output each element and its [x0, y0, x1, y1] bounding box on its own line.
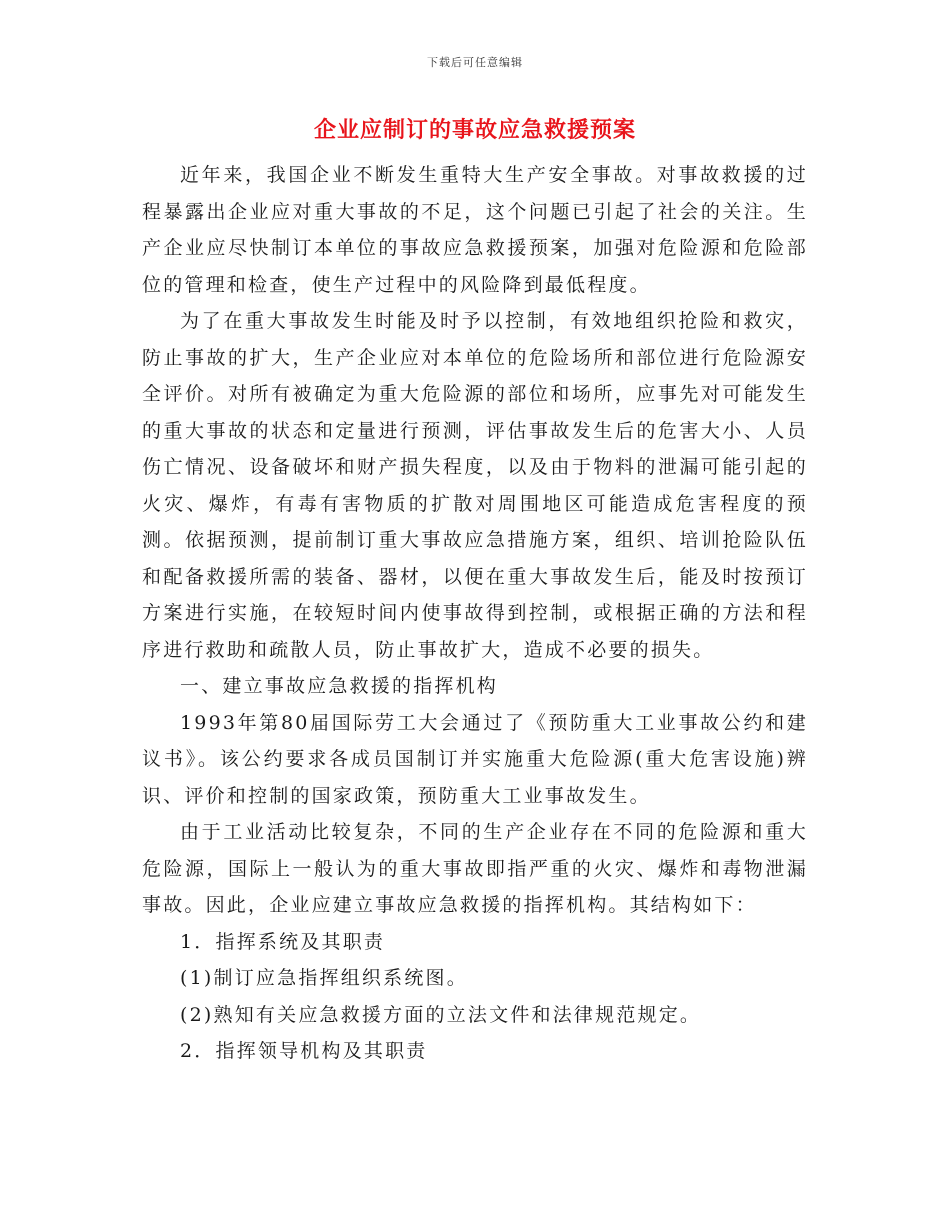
paragraph-convention: 1993年第80届国际劳工大会通过了《预防重大工业事故公约和建议书》。该公约要求各成员国制订并实施重大危险源(重大危害设施)辨识、评价和控制的国家政策，预防重大工业事故发生。: [142, 711, 808, 807]
list-item: 2．指挥领导机构及其职责: [180, 1040, 428, 1062]
paragraph-control: 为了在重大事故发生时能及时予以控制，有效地组织抢险和救灾，防止事故的扩大，生产企业应对本单位的危险场所和部位进行危险源安全评价。对所有被确定为重大危险源的部位和场所，应事先对可能发生的重大事故的状态和定量进行预测，评估事故发生后的危害大小、人员伤亡情况、设备破坏和财产损失程度，以及由于物料的泄漏可能引起的火灾、爆炸，有毒有害物质的扩散对周围地区可能造成危害程度的预测。依据预测，提前制订重大事故应急措施方案，组织、培训抢险队伍和配备救援所需的装备、器材，以便在重大事故发生后，能及时按预订方案进行实施，在较短时间内使事故得到控制，或根据正确的方法和程序进行救助和疏散人员，防止事故扩大，造成不必要的损失。: [142, 310, 808, 661]
document-body: [142, 157, 808, 1070]
paragraph-intro: 近年来，我国企业不断发生重特大生产安全事故。对事故救援的过程暴露出企业应对重大事故的不足，这个问题已引起了社会的关注。生产企业应尽快制订本单位的事故应急救援预案，加强对危险源和危险部位的管理和检查，使生产过程中的风险降到最低程度。: [142, 164, 808, 296]
list-item: (2)熟知有关应急救援方面的立法文件和法律规范规定。: [180, 1003, 702, 1026]
header-note: 下载后可任意编辑: [427, 56, 523, 69]
list-item: 1．指挥系统及其职责: [180, 930, 386, 953]
document-title: 企业应制订的事故应急救援预案: [313, 118, 636, 143]
list-item: (1)制订应急指挥组织系统图。: [180, 967, 468, 989]
paragraph-structure: 由于工业活动比较复杂，不同的生产企业存在不同的危险源和重大危险源，国际上一般认为的重大事故即指严重的火灾、爆炸和毒物泄漏事故。因此，企业应建立事故应急救援的指挥机构。其结构如下：: [142, 821, 808, 916]
section-heading: 一、建立事故应急救援的指挥机构: [180, 675, 499, 697]
